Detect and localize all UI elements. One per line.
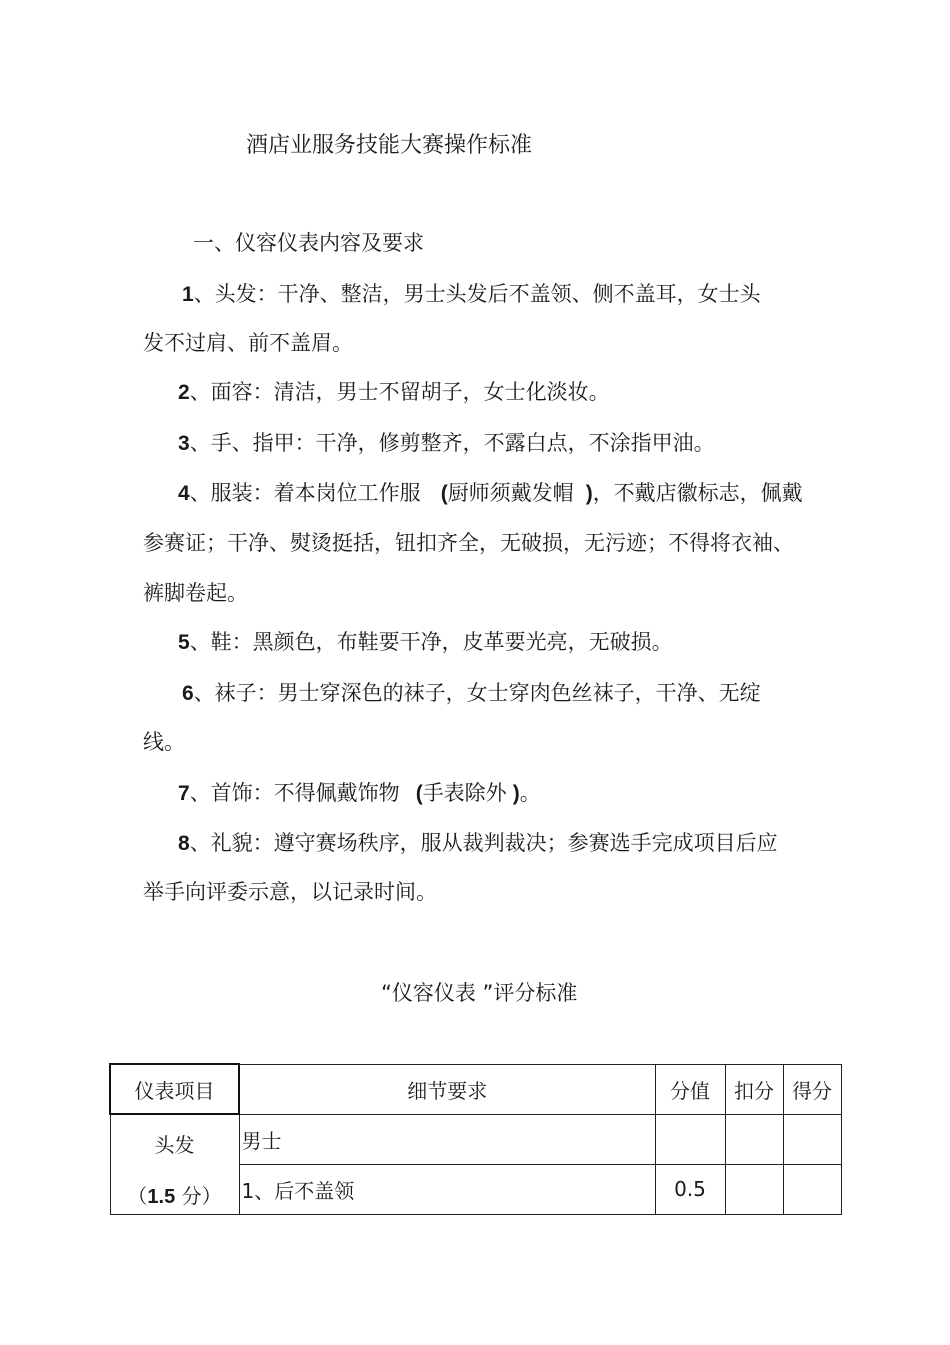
deduct-cell[interactable]	[725, 1114, 783, 1164]
group-name: 头发	[154, 1133, 195, 1157]
value-cell: 0.5	[655, 1164, 725, 1214]
group-cell-hair	[110, 1114, 239, 1214]
table-header-row	[110, 1064, 841, 1114]
item-text: 手表除外	[422, 781, 507, 805]
item-text: 、首饰：不得佩戴饰物	[189, 781, 400, 805]
list-item-1	[182, 280, 761, 309]
item-text: 、头发：干净、整洁，男士头发后不盖领、侧不盖耳，女士头	[193, 282, 761, 306]
header-item: 仪表项目	[110, 1064, 239, 1114]
item-text: 、手、指甲：干净，修剪整齐，不露白点，不涂指甲油。	[189, 431, 715, 455]
item-text: 、袜子：男士穿深色的袜子，女士穿肉色丝袜子，干净、无绽	[193, 681, 761, 705]
item-number: 5	[178, 631, 190, 654]
item-text: 、礼貌：遵守赛场秩序，服从裁判裁决；参赛选手完成项目后应	[189, 831, 778, 855]
item-number: 2	[178, 381, 190, 404]
list-item-6-cont: 线。	[143, 730, 185, 754]
paren-close: )	[512, 782, 520, 805]
item-number: 7	[178, 782, 190, 805]
item-number: 8	[178, 832, 190, 855]
header-deduct: 扣分	[725, 1064, 783, 1114]
scoring-table	[109, 1063, 842, 1215]
paren-open: (	[440, 482, 448, 505]
score-cell[interactable]	[783, 1114, 841, 1164]
section-heading: 一、仪容仪表内容及要求	[193, 231, 424, 255]
item-text: 、鞋：黑颜色，布鞋要干净，皮革要光亮，无破损。	[189, 630, 673, 654]
header-detail: 细节要求	[239, 1064, 655, 1114]
item-text: 厨师须戴发帽	[447, 481, 574, 505]
item-text: 、服装：着本岗位工作服	[189, 481, 421, 505]
list-item-5	[178, 628, 673, 657]
detail-cell: 男士	[239, 1114, 655, 1164]
list-item-8-cont: 举手向评委示意，以记录时间。	[143, 880, 437, 904]
item-text: 、面容：清洁，男士不留胡子，女士化淡妆。	[189, 380, 610, 404]
item-number: 3	[178, 432, 190, 455]
list-item-4-cont: 参赛证；干净、熨烫挺括，钮扣齐全，无破损，无污迹；不得将衣袖、	[143, 531, 794, 555]
item-text: ，不戴店徽标志，佩戴	[592, 481, 803, 505]
list-item-4	[178, 479, 803, 508]
list-item-4-cont2: 裤脚卷起。	[143, 581, 248, 605]
list-item-1-cont: 发不过肩、前不盖眉。	[143, 331, 353, 355]
header-value: 分值	[655, 1064, 725, 1114]
item-number: 1	[182, 283, 194, 306]
deduct-cell[interactable]	[725, 1164, 783, 1214]
list-item-6	[182, 679, 761, 708]
list-item-3	[178, 429, 715, 458]
value-cell	[655, 1114, 725, 1164]
list-item-8	[178, 829, 778, 858]
list-item-7	[178, 779, 541, 808]
paren-close: )	[585, 482, 593, 505]
score-cell[interactable]	[783, 1164, 841, 1214]
list-item-2	[178, 378, 610, 407]
group-score: （1.5 分）	[127, 1184, 222, 1208]
detail-cell: 1、后不盖领	[239, 1164, 655, 1214]
header-score: 得分	[783, 1064, 841, 1114]
document-title: 酒店业服务技能大赛操作标准	[246, 133, 533, 158]
item-number: 6	[182, 682, 194, 705]
table-row	[110, 1114, 841, 1164]
item-text: 。	[519, 781, 541, 805]
item-number: 4	[178, 482, 190, 505]
paren-open: (	[415, 782, 423, 805]
table-title: “仪容仪表 ”评分标准	[381, 981, 578, 1005]
